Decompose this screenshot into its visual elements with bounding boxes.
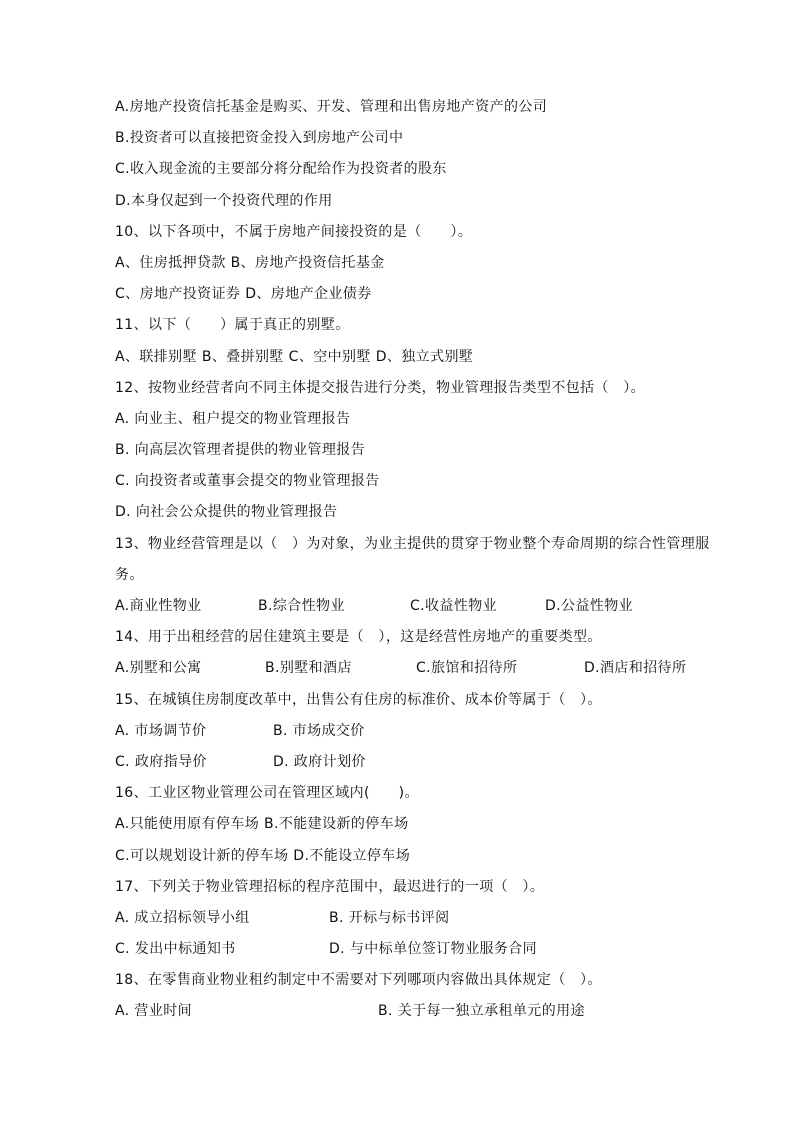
question-17-options-row-1 bbox=[115, 903, 735, 934]
question-15-options-row-2 bbox=[115, 747, 735, 778]
question-16: 16、工业区物业管理公司在管理区域内( )。 bbox=[115, 785, 419, 802]
option-c-prev: C.收入现金流的主要部分将分配给作为投资者的股东 bbox=[115, 161, 447, 178]
exam-content bbox=[115, 92, 735, 1028]
question-17-option-d: D. 与中标单位签订物业服务合同 bbox=[329, 941, 538, 958]
question-12-option-a: A. 向业主、租户提交的物业管理报告 bbox=[115, 410, 351, 427]
question-14-option-a: A.别墅和公寓 bbox=[115, 660, 202, 677]
question-12-option-d: D. 向社会公众提供的物业管理报告 bbox=[115, 504, 338, 521]
question-10-options-cd: C、房地产投资证券 D、房地产企业债券 bbox=[115, 286, 372, 303]
question-15-option-a: A. 市场调节价 bbox=[115, 722, 207, 739]
question-18: 18、在零售商业物业租约制定中不需要对下列哪项内容做出具体规定（ ）。 bbox=[115, 972, 602, 989]
question-17-options-row-2 bbox=[115, 934, 735, 965]
question-17-option-b: B. 开标与标书评阅 bbox=[329, 909, 450, 926]
question-10: 10、以下各项中，不属于房地产间接投资的是（ ）。 bbox=[115, 223, 473, 240]
question-13-option-d: D.公益性物业 bbox=[545, 598, 634, 615]
question-17: 17、下列关于物业管理招标的程序范围中，最迟进行的一项（ ）。 bbox=[115, 878, 545, 895]
question-13: 13、物业经营管理是以（ ）为对象，为业主提供的贯穿于物业整个寿命周期的综合性管理服务。 bbox=[115, 535, 710, 583]
question-18-option-b: B. 关于每一独立承租单元的用途 bbox=[378, 1003, 585, 1020]
question-12-option-c: C. 向投资者或董事会提交的物业管理报告 bbox=[115, 473, 380, 490]
question-15-option-b: B. 市场成交价 bbox=[273, 722, 365, 739]
question-13-options bbox=[115, 591, 735, 622]
question-11: 11、以下（ ）属于真正的别墅。 bbox=[115, 317, 350, 334]
option-b-prev: B.投资者可以直接把资金投入到房地产公司中 bbox=[115, 130, 404, 147]
question-18-option-a: A. 营业时间 bbox=[115, 1003, 193, 1020]
option-a-prev: A.房地产投资信托基金是购买、开发、管理和出售房地产资产的公司 bbox=[115, 99, 548, 115]
question-12: 12、按物业经营者向不同主体提交报告进行分类，物业管理报告类型不包括（ ）。 bbox=[115, 379, 646, 396]
question-10-options-ab: A、住房抵押贷款 B、房地产投资信托基金 bbox=[115, 254, 385, 271]
question-15-options-row-1 bbox=[115, 716, 735, 747]
question-12-option-b: B. 向高层次管理者提供的物业管理报告 bbox=[115, 442, 366, 459]
question-14-options bbox=[115, 653, 735, 684]
question-13-option-a: A.商业性物业 bbox=[115, 598, 202, 615]
option-d-prev: D.本身仅起到一个投资代理的作用 bbox=[115, 192, 333, 209]
question-14-option-c: C.旅馆和招待所 bbox=[416, 660, 518, 677]
question-18-options-row-1 bbox=[115, 996, 735, 1027]
question-15-option-c: C. 政府指导价 bbox=[115, 753, 207, 770]
question-17-option-c: C. 发出中标通知书 bbox=[115, 941, 236, 958]
question-15: 15、在城镇住房制度改革中，出售公有住房的标准价、成本价等属于（ ）。 bbox=[115, 691, 602, 708]
question-15-option-d: D. 政府计划价 bbox=[273, 753, 366, 770]
question-14-option-d: D.酒店和招待所 bbox=[584, 660, 687, 677]
question-13-option-c: C.收益性物业 bbox=[410, 598, 498, 615]
question-14-option-b: B.别墅和酒店 bbox=[265, 660, 352, 677]
question-11-options: A、联排别墅 B、叠拼别墅 C、空中别墅 D、独立式别墅 bbox=[115, 348, 474, 365]
question-16-options-ab: A.只能使用原有停车场 B.不能建设新的停车场 bbox=[115, 816, 409, 833]
question-17-option-a: A. 成立招标领导小组 bbox=[115, 909, 250, 926]
question-14: 14、用于出租经营的居住建筑主要是（ ），这是经营性房地产的重要类型。 bbox=[115, 629, 602, 646]
question-13-option-b: B.综合性物业 bbox=[258, 598, 345, 615]
question-16-options-cd: C.可以规划设计新的停车场 D.不能设立停车场 bbox=[115, 847, 411, 864]
